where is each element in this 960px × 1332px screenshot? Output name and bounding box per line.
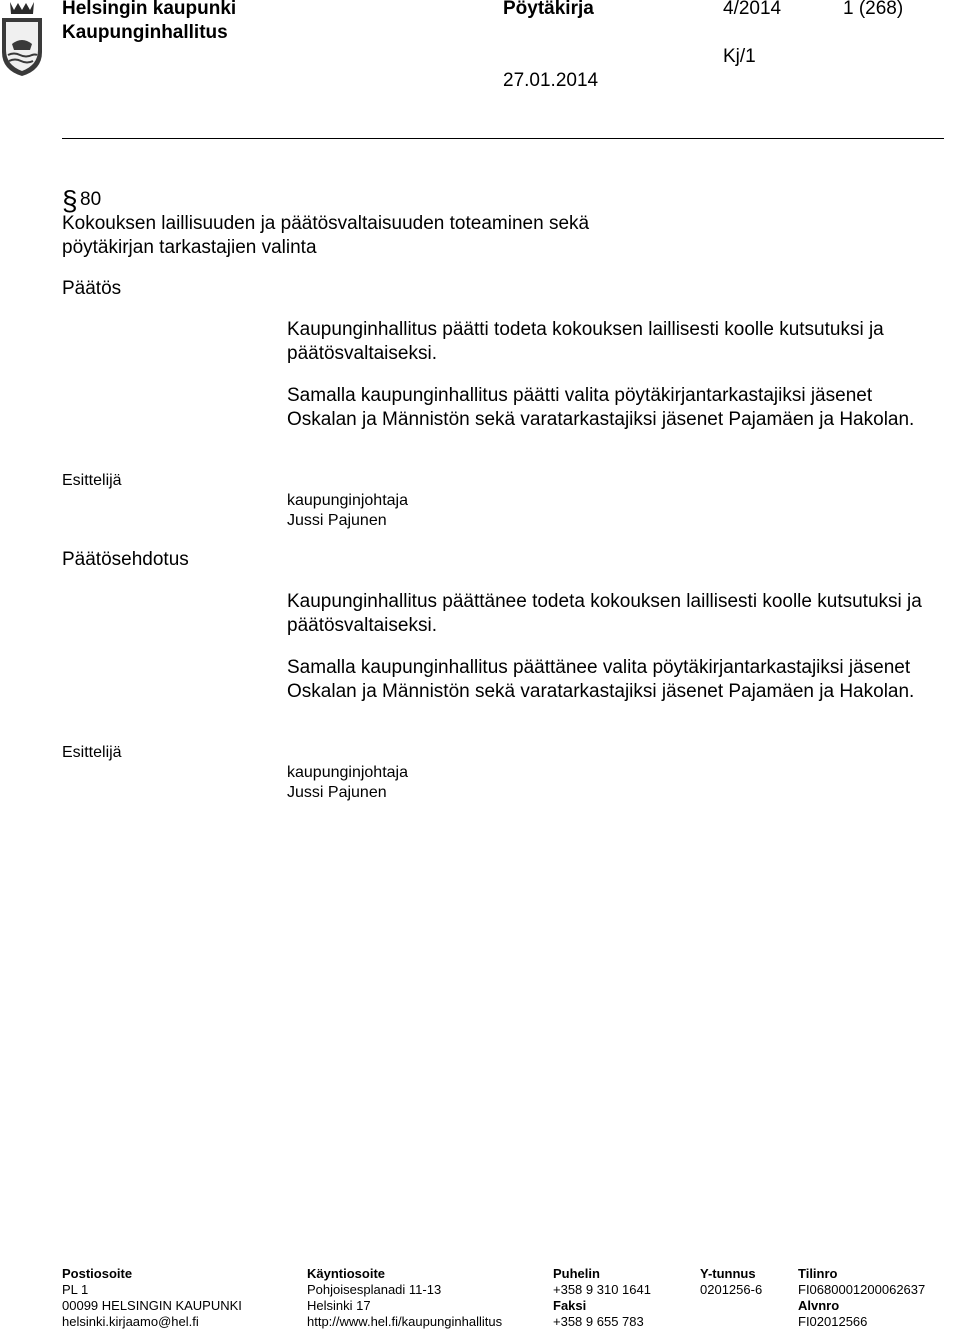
svg-text:§: § <box>62 186 78 216</box>
decision-paragraph-1: Kaupunginhallitus päätti todeta kokouksen laillisesti koolle kutsutuksi ja päätösvaltaiseksi. <box>287 319 884 364</box>
footer-vat-number: FI02012566 <box>798 1314 868 1329</box>
footer-email: helsinki.kirjaamo@hel.fi <box>62 1314 199 1329</box>
section-title-line1: Kokouksen laillisuuden ja päätösvaltaisuuden toteaminen sekä <box>62 213 590 234</box>
footer-phone-number: +358 9 310 1641 <box>553 1282 651 1297</box>
footer-fax-number: +358 9 655 783 <box>553 1314 644 1329</box>
reference-code: Kj/1 <box>723 46 756 67</box>
section-title-line2: pöytäkirjan tarkastajien valinta <box>62 237 317 258</box>
helsinki-crest-icon <box>0 0 44 78</box>
proposal-label: Päätösehdotus <box>62 549 189 570</box>
decision-presenter-name: Jussi Pajunen <box>287 512 387 529</box>
footer-visiting-line2: Helsinki 17 <box>307 1298 371 1313</box>
proposal-paragraph-2: Samalla kaupunginhallitus päättänee valita pöytäkirjantarkastajiksi jäsenet Oskalan ja Männistön sekä varatarkastajiksi jäsenet Pajamäen ja Hakolan. <box>287 657 915 702</box>
footer-website: http://www.hel.fi/kaupunginhallitus <box>307 1314 503 1329</box>
footer-fax-heading: Faksi <box>553 1298 587 1313</box>
proposal-paragraph-1: Kaupunginhallitus päättänee todeta kokouksen laillisesti koolle kutsutuksi ja päätösvaltaiseksi. <box>287 591 922 636</box>
decision-presenter-title: kaupunginjohtaja <box>287 492 408 509</box>
footer-postal-line2: 00099 HELSINGIN KAUPUNKI <box>62 1298 242 1313</box>
org-name: Helsingin kaupunki <box>62 0 237 19</box>
doc-type: Pöytäkirja <box>503 0 594 19</box>
footer-postal <box>62 1266 242 1330</box>
page-number: 1 (268) <box>843 0 904 19</box>
body-name: Kaupunginhallitus <box>62 22 228 43</box>
proposal-presenter-label: Esittelijä <box>62 744 122 761</box>
footer-phone <box>553 1266 651 1330</box>
footer-visiting <box>307 1266 502 1330</box>
footer-phone-heading: Puhelin <box>553 1266 600 1281</box>
footer-vat-heading: Alvnro <box>798 1298 840 1313</box>
footer-account <box>798 1266 925 1330</box>
footer-postal-heading: Postiosoite <box>62 1266 133 1281</box>
section-number: 80 <box>80 189 102 210</box>
footer-visiting-heading: Käyntiosoite <box>307 1266 386 1281</box>
doc-number: 4/2014 <box>723 0 782 19</box>
decision-presenter-label: Esittelijä <box>62 472 122 489</box>
decision-paragraph-2: Samalla kaupunginhallitus päätti valita pöytäkirjantarkastajiksi jäsenet Oskalan ja Männistön sekä varatarkastajiksi jäsenet Pajamäen ja Hakolan. <box>287 385 915 430</box>
header-divider <box>62 138 944 139</box>
meeting-date: 27.01.2014 <box>503 70 599 91</box>
decision-label: Päätös <box>62 278 122 299</box>
footer-account-heading: Tilinro <box>798 1266 838 1281</box>
footer-account-number: FI0680001200062637 <box>798 1282 926 1297</box>
footer-visiting-line1: Pohjoisesplanadi 11-13 <box>307 1282 442 1297</box>
section-sign-icon <box>62 186 78 216</box>
footer-business-id-heading: Y-tunnus <box>700 1266 756 1281</box>
proposal-presenter-name: Jussi Pajunen <box>287 784 387 801</box>
proposal-presenter-title: kaupunginjohtaja <box>287 764 408 781</box>
footer-business-id <box>700 1266 762 1298</box>
footer-business-id-value: 0201256-6 <box>700 1282 763 1297</box>
footer-postal-line1: PL 1 <box>62 1282 89 1297</box>
